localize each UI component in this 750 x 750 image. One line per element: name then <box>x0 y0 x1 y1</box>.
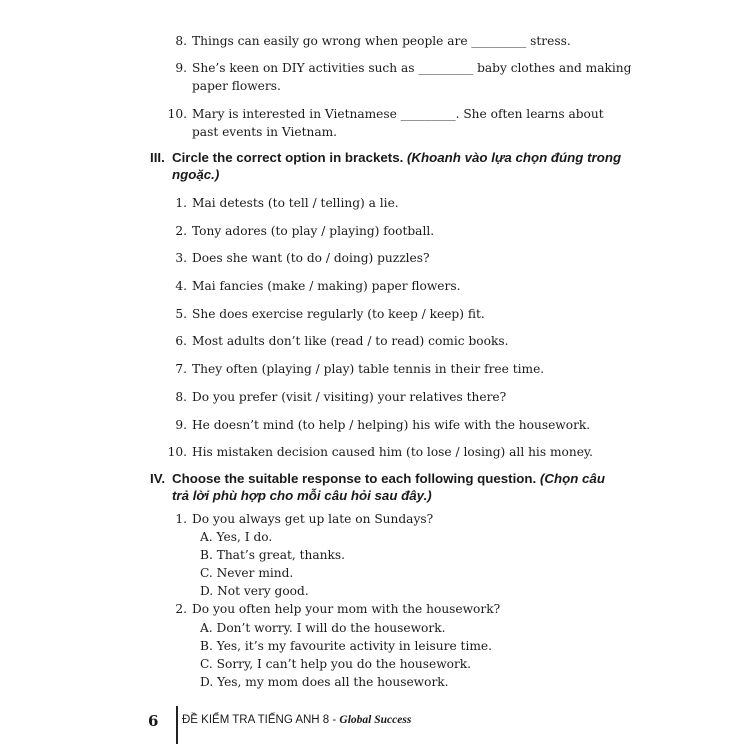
item-number: 9. <box>175 418 187 432</box>
item-text: She does exercise regularly (to keep / keep) fit. <box>192 307 485 321</box>
heading-text: Circle the correct option in brackets. <box>172 150 404 165</box>
item-text: He doesn’t mind (to help / helping) his wife with the housework. <box>192 418 591 432</box>
question-text: Do you often help your mom with the housework? <box>192 602 501 616</box>
page-number: 6 <box>148 712 159 730</box>
item-text: Does she want (to do / doing) puzzles? <box>192 251 430 265</box>
item-number: 2. <box>175 224 187 238</box>
heading-translation: ngoặc.) <box>172 167 220 182</box>
answer-option: D. Yes, my mom does all the housework. <box>200 675 449 689</box>
section-number: III. <box>150 150 165 165</box>
answer-option: D. Not very good. <box>200 584 309 598</box>
item-text: Things can easily go wrong when people are _________ stress. <box>192 34 571 48</box>
item-number: 9. <box>175 61 187 75</box>
section-number: IV. <box>150 471 166 486</box>
item-number: 4. <box>175 279 187 293</box>
item-number: 5. <box>175 307 187 321</box>
item-text: Mary is interested in Vietnamese _________. She often learns about <box>192 107 604 121</box>
book-name: ĐỀ KIỂM TRA TIẾNG ANH 8 - <box>182 714 340 726</box>
item-number: 10. <box>167 107 187 121</box>
item-text: paper flowers. <box>192 79 281 93</box>
item-number: 6. <box>175 334 187 348</box>
section-heading <box>172 470 605 487</box>
heading-translation: (Chọn câu <box>539 471 605 486</box>
footer-divider <box>176 706 178 744</box>
item-number: 8. <box>175 34 187 48</box>
item-text: Mai detests (to tell / telling) a lie. <box>192 196 399 210</box>
item-number: 3. <box>175 251 187 265</box>
item-text: They often (playing / play) table tennis in their free time. <box>192 362 545 376</box>
item-text: His mistaken decision caused him (to lose / losing) all his money. <box>192 445 594 459</box>
question-number: 1. <box>175 512 187 526</box>
item-number: 1. <box>175 196 187 210</box>
question-text: Do you always get up late on Sundays? <box>192 512 434 526</box>
section-heading <box>172 149 621 166</box>
item-text: past events in Vietnam. <box>192 125 338 139</box>
answer-option: B. Yes, it’s my favourite activity in leisure time. <box>200 639 492 653</box>
heading-text: Choose the suitable response to each following question. <box>172 471 537 486</box>
item-text: Tony adores (to play / playing) football. <box>192 224 435 238</box>
item-number: 10. <box>167 445 187 459</box>
answer-option: A. Don’t worry. I will do the housework. <box>200 621 446 635</box>
item-text: She’s keen on DIY activities such as _________ baby clothes and making <box>192 61 632 75</box>
item-number: 7. <box>175 362 187 376</box>
item-number: 8. <box>175 390 187 404</box>
book-title <box>182 714 411 726</box>
answer-option: A. Yes, I do. <box>200 530 273 544</box>
heading-translation: trả lời phù hợp cho mỗi câu hỏi sau đây.) <box>172 488 432 503</box>
answer-option: C. Never mind. <box>200 566 294 580</box>
heading-translation: (Khoanh vào lựa chọn đúng trong <box>406 150 622 165</box>
question-number: 2. <box>175 602 187 616</box>
item-text: Mai fancies (make / making) paper flowers. <box>192 279 461 293</box>
answer-option: C. Sorry, I can’t help you do the housework. <box>200 657 472 671</box>
item-text: Do you prefer (visit / visiting) your relatives there? <box>192 390 507 404</box>
item-text: Most adults don’t like (read / to read) comic books. <box>192 334 509 348</box>
answer-option: B. That’s great, thanks. <box>200 548 345 562</box>
book-series: Global Success <box>339 714 412 726</box>
